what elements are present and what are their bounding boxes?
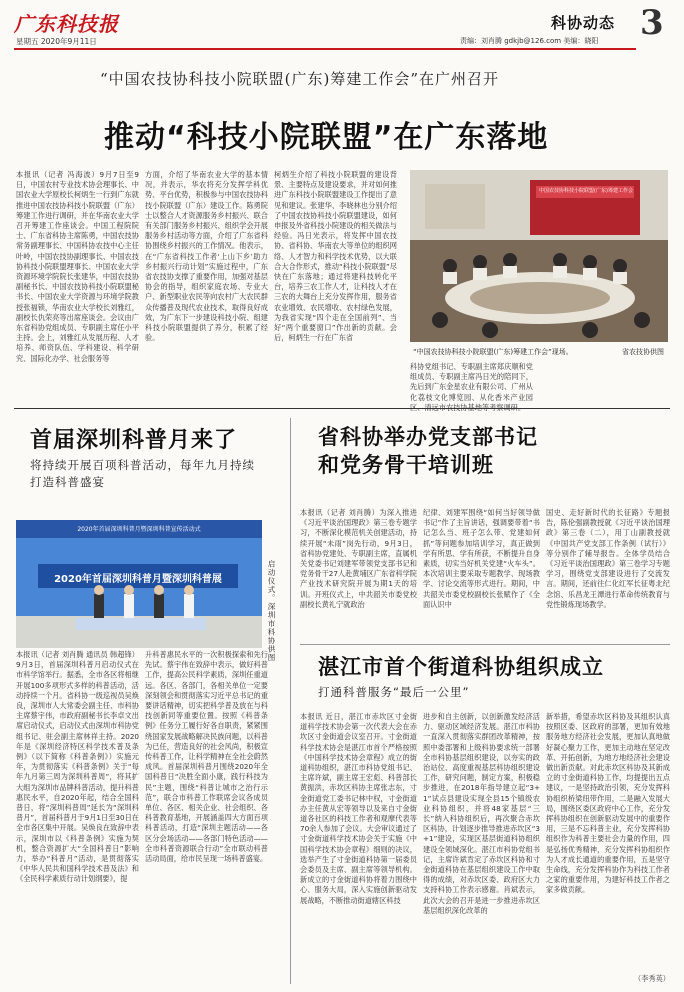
editor-credits: 责编：刘肖腾 gdkjb@126.com 美编：晓阳 [460,37,599,45]
article3-column-3: 国史、走好新时代的长征路》专题报告，陈伦强副教授就《习近平谈治国理政》第三卷（二），用丁山副教授就《中国共产党支部工作条例（试行）》等分别作了辅导报告。全体学员结合《习近平谈治国理政》第三卷学习专题学习，围绕党支部建设进行了交流发言。期间，还前往仁化红军长征粤北纪念馆、乐昌龙王潭进行革命传统教育与党性锻炼现场教学。 [546,508,670,609]
article3-headline-line1: 省科协举办党支部书记 [318,425,538,449]
article4-headline: 湛江市首个街道科协组织成立 [318,655,604,679]
meeting-photo [410,170,668,342]
masthead-logo: 广东科技报 [14,12,119,36]
kickoff-banner-main: 2020年首届深圳科普月暨深圳科普展 [54,574,222,585]
page-number: 3 [640,3,664,43]
kickoff-photo [16,520,262,648]
meeting-photo-caption: “中国农技协科技小院联盟(广东)筹建工作会”现场。 [413,348,573,356]
article3-column-2: 纪律、刘建军围绕“如何当好领导做书记”作了主旨讲话，强调要带着“书记怎么当、班子怎么带、党建如何抓”等问题参加培训学习，真正做到学有所思、学有所获，不断提升自身素质，切实当好机关党建“火车头”。本次培训主要采取专题教学、现场教学、讨论交流等形式进行。期间，中共韶关市委党校副校长张赋作了《全面认识中 [423,508,540,609]
article1-column-3: 柯炳生介绍了科技小院联盟的建设背景、主要特点及建设要求，并对如何推进广东科技小院联盟建设工作提出了意见和建议。张建华、李晓林也分别介绍了中国农技协科技小院联盟建设，如何申报及外省科技小院建设的相关做法与经验。冯日光表示，将发挥中国农技协、省科协、华南农大等单位的组织网络、人才智力和科学技术优势，以大联合大合作形式，推动“科技小院联盟”尽快在广东落地；通过将建科技转化平台，培养三农工作人才，让科技人才在三农的大舞台上充分发挥作用，服务省农业增效、农民增收、农村绿色发展，为我省实现“四个走在全国前列”、当好“两个重要窗口”作出新的贡献。会后，柯炳生一行在广东省 [274,170,397,343]
article1-headline: 推动“科技小院联盟”在广东落地 [104,120,549,155]
kickoff-banner-top: 2020年首届深圳科普月暨深圳科普宣传活动式 [77,526,201,533]
article-divider [14,408,670,409]
article1-column-2: 方面，介绍了华南农业大学的基本情况，并表示，华农将充分发挥学科优势、平台优势，积极参与中国农技协科技小院联盟（广东）建设工作。陈勇院士以整合人才资源服务乡村振兴、联合有关部门服务乡村振兴、组织学会开展服务乡村活动等方面，介绍了广东省科协围绕乡村振兴的工作情况。他表示，在“广东省科技工作者‘上山下乡’助力乡村振兴行动计划”实施过程中，广东省农技协支撑了重要作用，加强对基层协会的指导，组织家庭农场、专业大户、新型职业农民等向农村广大农民群众传播普及现代农业技术，取得良好成效，为广东下一步建设科技小院、组建科技小院联盟提供了养分，积累了经验。 [145,170,268,343]
header-rule [14,48,636,50]
kickoff-photo-caption: 启动仪式。深圳市科协供图 [267,560,276,662]
article1-column-4: 科协党组书记、专职副主席郑庆顺和党组成员、专职副主席冯日光的陪同下，先后到广东金星农业有限公司、广州从化荔枝文化博览园、从化香米产业园 [410,362,533,402]
article1-kicker: “中国农技协科技小院联盟(广东)筹建工作会”在广州召开 [100,70,500,88]
meeting-photo-illustration [410,170,668,342]
issue-date: 星期五 2020年9月11日 [16,37,97,46]
article3-divider [300,644,670,645]
article2-subhead-line1: 将持续开展百项科普活动，每年九月持续 [30,458,255,472]
column-divider [290,418,291,984]
photo-banner-text: 中国农技协科技小院联盟(广东)筹建工作会 [539,188,633,194]
article4-column-1: 本报讯 近日，湛江市赤坎区寸金街道科学技术协会第一次代表大会在赤坎区寸金街道会议室召开。寸金街道科学技术协会是湛江市首个严格按照《中国科学技术协会章程》成立的街道科协组织，湛江市科协党组书记、主席许斌，副主席王宏彪、科普部长黄振洪，赤坎区科协主席张志东，寸金街道党工委书记林中权，寸金街道办主任黄从宏等领导以及来自寸金街道各社区的科技工作者和观摩代表等70余人参加了会议。大会审议通过了寸金街道科学技术协会关于实施《中国科学技术协会章程》细则的决议，选举产生了寸金街道科协第一届委员会委员及主席、副主席等领导机构。新成立的寸金街道科协将着力围绕中心、服务大局，深入实施创新驱动发展战略，不断推动街道辖区科技 [300,712,417,905]
article4-column-3: 新举措，希望赤坎区科协及其组织认真按照区委、区政府的部署，更加有效地服务地方经济社会发展，更加认真地做好凝心聚力工作，更加主动地在坚定改革、开拓创新，为地方地经济社会建设做出新贡献。对此赤坎区科协及其新成立的寸金街道科协工作，均提提出五点建议，一是坚持政治引领，充分发挥科协组织桥梁纽带作用，二是融入发展大局，围绕区委区政府中心工作，充分发挥科协组织在创新驱动发展中的重要作用，三是不忘科普主业，充分发挥科协组织作为科普主要社会力量的作用，四是弘扬优秀精神，充分发挥科协组织作为人才成长通道的重要作用，五是坚守生命线，充分发挥科协作为科技工作者之家的重要作用，为建好科技工作者之家多做贡献。 [546,712,670,895]
article4-subhead: 打通科普服务“最后一公里” [318,685,470,699]
article4-credit: （李秀英） [634,974,670,983]
section-title: 科协动态 [551,14,616,32]
meeting-photo-credit: 省农技协供图 [622,348,664,356]
article2-subhead-line2: 打造科普盛宴 [30,475,105,489]
article2-column-2: 升科普惠民水平的一次积极探索和先行先试。蔡宇伟在致辞中表示，做好科普工作，提高公民科学素质，深圳任重道远。各区、各部门，各相关单位一定要深刻领会和贯彻落实习近平总书记的重要讲话精神，切实把科学普及放在与科技创新同等重要位置。按照《科普条例》任务分工履行好各自职责，紧紧围绕国家发展战略解决民族问题，以科普为已任，营造良好的社会风尚，积极宣传科普工作，让科学精神在全社会蔚然成风。首届深圳科普月围绕2020年全国科普日“决胜全面小康，践行科技为民”主题，围绕“科普让城市之治行示范”，联合市科普工作联席会议各成员单位、各区、相关企业、社会组织、各科普教育基地，开展涵盖四大方面百项科普活动，打造“深圳主题活动——各区分会场活动——各部门特色活动——全市科普资源联合行动”全市联动科普活动局面，给市民呈现一场科普盛宴。 [145,650,268,864]
article2-column-1: 本报讯（记者 刘肖腾 通讯员 韩超锋）9月3日，首届深圳科普月启动仪式在市科学馆举行。据悉，全市各区将相继开展100多项形式多样的科普活动，活动持续一个月。省科协一级巡视员吴焕良，深圳市人大常委会副主任、市科协主席蔡宇伟，市政府副秘书长李卓文出席启动仪式，启动仪式由深圳市科协党组书记、驻会副主席林祥主持。2020年是《深圳经济特区科学技术普及条例》（以下简称《科普条例》）实施元年，为贯彻落实《科普条例》关于“每年九月第三周为深圳科普周”，将其扩大组为深圳市品牌科普活动，提升科普惠民水平，自2020年起，结合全国科普日，将“深圳科普周”延长为“深圳科普月”，首届科普月于9月1日至30日在全市各区集中开展。吴焕良在致辞中表示，深圳市以《科普条例》实施为契机，整合资源扩大“全国科普日”影响力，举办“科普月”活动，是贯彻落实《中华人民共和国科学技术普及法》和《全民科学素质行动计划纲要》，提 [16,650,139,884]
article4-column-2: 进步和自主创新，以创新激发经济活力、驱动区域经济发展。湛江市科协一直深入贯彻落实群团改革精神，按照中委部署和上级科协要求统一部署全市科协基层组织建设，以夯实的政治站位、高度重视基层科协组织建设工作，研究问题，制定方案，积极稳步推进，在2018年指导建立起“3+1”试点县建设实现全县15个镇级农业科协组织，并将48家基层“三长”纳入科协组织后，再次聚合赤坎区科协，计划逐步推导推进赤坎区“3+1”建设，实现区基层街道科协组织建设全领域深化。湛江市科协党组书记，主席许斌肯定了赤坎区科协和寸金街道科协在基层组织建设工作中取得的成绩，对赤坎区委、政府区大力支持科协工作表示感谢。肖斌表示，此次大会的召开是进一步推进赤坎区基层组织深化改革的 [423,712,540,915]
article3-column-1: 本报讯（记者 刘肖腾）为深入推进《习近平谈治国理政》第三卷专题学习，不断深化模范机关创建活动，持续开展“未雨”岗先行动，9月3日，省科协党建处、专职副主席，直属机关党委书记刘建军带领党支部书记和党务骨干27人赴黄埔区广东省科学院产业技术研究院开展为期1天的培训。开班仪式上，中共韶关市委党校副校长黄礼宁就政治 [300,508,417,609]
article2-headline: 首届深圳科普月来了 [30,428,238,453]
article1-column-1: 本报讯（记者 冯海波）9月7日至9日，中国农村专业技术协会理事长、中国农业大学原校长柯炳生一行到广东就推进中国农技协科技小院联盟（广东）筹建工作进行调研，并在华南农业大学召开筹建工作座谈会。中国工程院院士、广东省科协主席陈勇，中国农技协常务副理事长、中国科协农技中心主任叶岭，中国农技协副理事长、中国农技协科技小院联盟理事长、中国农业大学资源环境学院院长张建华，中国农技协副秘书长、中国农技协科技小院联盟秘书长、中国农业大学资源与环境学院教授张福锁，华南农业大学校长刘雅红，副校长仇荣亮等出席座谈会。会议由广东省科协党组成员、专职副主席任小平主持。会上，刘雅红从发展历程、人才培养、师资队伍、学科建设、科学研究、国际化办学、社会服务等 [16,170,139,363]
article3-headline-line2: 和党务骨干培训班 [318,453,494,477]
